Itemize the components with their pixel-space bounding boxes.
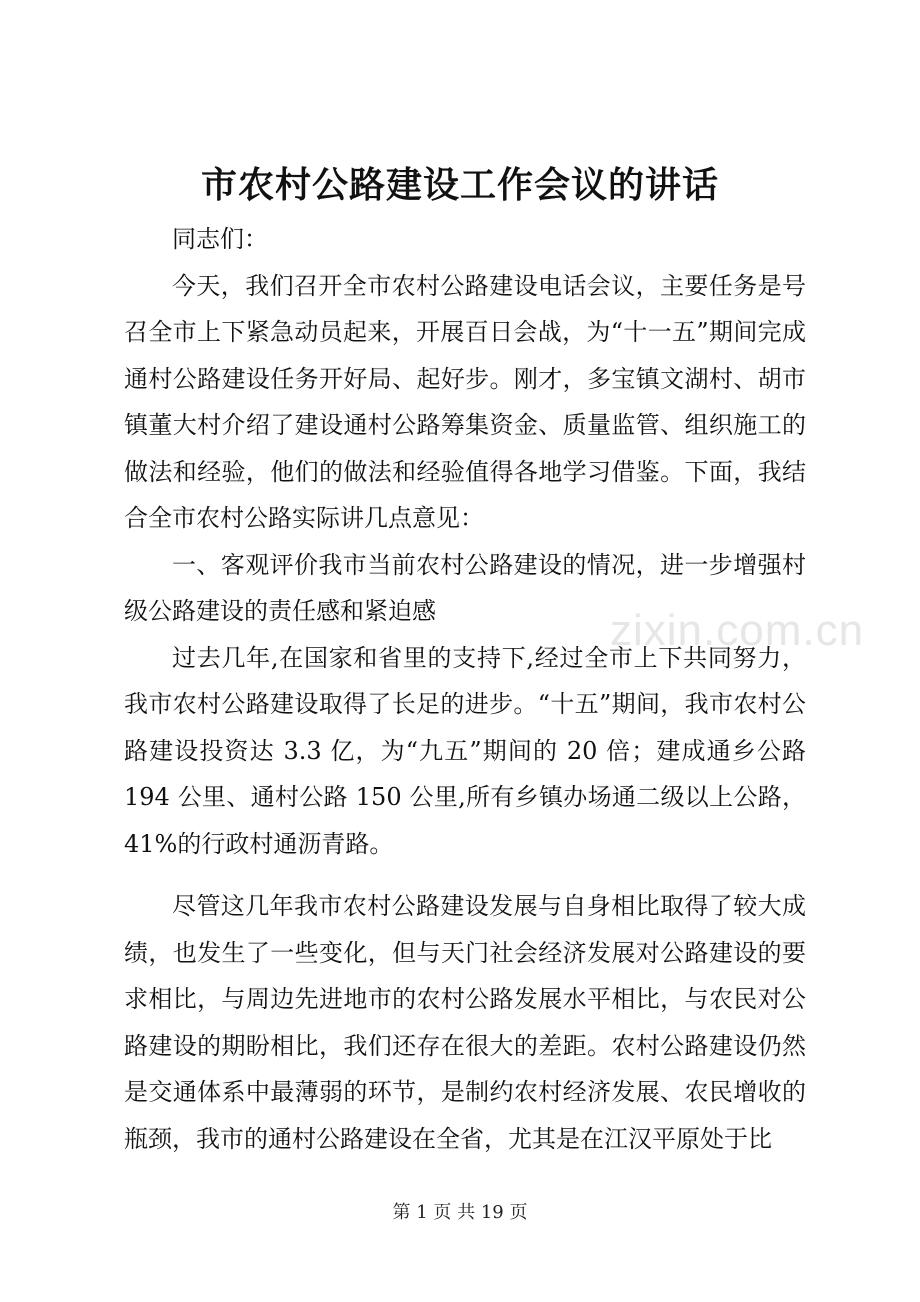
document-title: 市农村公路建设工作会议的讲话 [200,164,719,206]
paragraph-gap-analysis: 尽管这几年我市农村公路建设发展与自身相比取得了较大成绩，也发生了一些变化，但与天门社会经济发展对公路建设的要求相比，与周边先进地市的农村公路发展水平相比，与农民对公路建设的期盼相比，我们还存在很大的差距。农村公路建设仍然是交通体系中最薄弱的环节，是制约农村经济发展、农民增收的瓶颈，我市的通村公路建设在全省，尤其是在江汉平原处于比 [124,892,806,1153]
page-footer: 第 1 页 共 19 页 [392,1202,528,1223]
paragraph-section-heading: 一、客观评价我市当前农村公路建设的情况，进一步增强村级公路建设的责任感和紧迫感 [124,550,806,625]
paragraph-intro: 今天，我们召开全市农村公路建设电话会议，主要任务是号召全市上下紧急动员起来，开展百日会战，为“十一五”期间完成通村公路建设任务开好局、起好步。刚才，多宝镇文湖村、胡市镇董大村介绍了建设通村公路筹集资金、质量监管、组织施工的做法和经验，他们的做法和经验值得各地学习借鉴。下面，我结合全市农村公路实际讲几点意见： [124,271,806,532]
paragraph-salutation: 同志们： [172,225,268,253]
watermark: zixin.com.cn [610,606,865,655]
document-body [124,216,806,1162]
paragraph-progress: 过去几年,在国家和省里的支持下,经过全市上下共同努力，我市农村公路建设取得了长足的进步。“十五”期间，我市农村公路建设投资达 3.3 亿，为“九五”期间的 20 倍；建成通乡公路 194 公里、通村公路 150 公里,所有乡镇办场通二级以上公路，41%的行政村通沥青路。 [124,643,806,858]
